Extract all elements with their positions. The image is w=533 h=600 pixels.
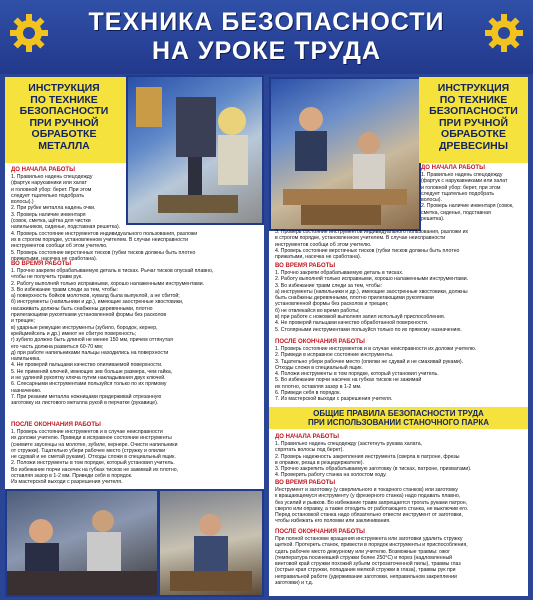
poster-title-line2: НА УРОКЕ ТРУДА	[151, 37, 382, 65]
poster-title-line1: ТЕХНИКА БЕЗОПАСНОСТИ	[88, 8, 445, 36]
carpentry-image	[271, 79, 419, 229]
section-heading-after: ПОСЛЕ ОКОНЧАНИЯ РАБОТЫ	[275, 529, 365, 535]
title-line: ПРИ ИСПОЛЬЗОВАНИИ СТАНОЧНОГО ПАРКА	[307, 418, 490, 427]
wood-after-text: 1. Проверь состояние инструментов и в случае неисправности их доложи учителю. 2. Приведи в исправное состояние инструменты. 3. Тщательно убери рабочее место (опилки не сдувай и не смахивай руками). Отходы сложи в специальный ящик. 4. Положи инструменты в том порядке, который установил учитель. 5. Во избежание порчи насечек на губках тисков не зажимай их плотно, оставляя зазор в 1-2 мм. 6. Приведи себя в порядок. 7. Из мастерской выходи с разрешения учителя.	[275, 346, 477, 403]
wood-before-text-b: 3. Проверь состояние инструментов индивидуального пользования, разложи их в строгом порядке, установленном учителем. В случае неисправности инструментов сообщи об этом учителю. 4. Проверь состояние верстачных тисков (губки тисков должны быть плотно прижатыми, насечка не сработана).	[275, 229, 469, 261]
wood-before-text-a: 1. Правильно надень спецодежду (фартук с нарукавниками или халат и головной убор: берет, при этом следует тщательно подобрать волосы). 2. Проверь наличие инвентаря (совок, сметка, сиденье, подставная решетка).	[421, 172, 514, 223]
machine-rules-title	[269, 409, 528, 427]
title-line: БЕЗОПАСНОСТИ	[19, 105, 109, 117]
title-line: ОБРАБОТКЕ	[441, 128, 506, 140]
woodwork-photo	[269, 77, 421, 231]
section-heading-after: ПОСЛЕ ОКОНЧАНИЯ РАБОТЫ	[11, 422, 101, 428]
students-photo	[5, 489, 159, 597]
left-instruction-title	[8, 83, 120, 152]
wood-instruction-panel	[269, 77, 528, 596]
title-line: ИНСТРУКЦИЯ	[437, 82, 510, 94]
machine-before-text: 1. Правильно надень спецодежду (застегнуть рукава халата, спрятать волосы под берет). 2. Проверь надежность закрепления инструмента (сверла в патроне, фрезы в оправке, резца в резцедержателе). 3. Прочно закрепить обрабатываемую заготовку (в тисках, патроне, прихватами). 4. Проверить работу станка на холостом ходу.	[275, 441, 472, 479]
title-line: ИНСТРУКЦИЯ	[28, 82, 100, 94]
title-line: ПРИ РУЧНОЙ	[29, 116, 99, 129]
title-line: БЕЗОПАСНОСТИ	[429, 105, 518, 117]
section-heading-before: ДО НАЧАЛА РАБОТЫ	[421, 165, 485, 171]
section-heading-during: ВО ВРЕМЯ РАБОТЫ	[11, 261, 72, 267]
title-line: ПО ТЕХНИКЕ	[439, 93, 508, 106]
students-image	[7, 491, 157, 595]
title-line: ОБЩИЕ ПРАВИЛА БЕЗОПАСНОСТИ ТРУДА	[313, 409, 484, 418]
title-line: ОБРАБОТКЕ	[31, 128, 97, 140]
section-heading-after: ПОСЛЕ ОКОНЧАНИЯ РАБОТЫ	[275, 339, 365, 345]
title-line: ПРИ РУЧНОЙ	[438, 116, 509, 129]
metal-during-text: 1. Прочно закрепи обрабатываемую деталь в тисках. Рычаг тисков опускай плавно, чтобы не получить травм рук. 2. Работу выполняй только исправными, хорошо налаженными инструментами. 3. Во избежание травм следи за тем, чтобы: а) поверхность бойков молотков, кувалд была выпуклой, а не сбитой; б) инструменты (напильники и др.), имеющие заостренные хвостовики, насаживать должны быть снабжены деревянными, плотно прилегающими рукоятками установленной формы без расколов и трещин; в) ударные режущие инструменты (зубило, бородок, кернер, крейцмейсель и др.) имеют не сбитую поверхность; г) зубило должно быть длиной не менее 150 мм, причем оттянутая его часть должна развиться 60-70 мм; д) при работе напильниками пальцы находились на поверхности напильника. 4. Не проверяй пальцами качество опиливаемой поверхности. 5. Не применяй ключей, имеющих зев больше размера, чем гайка, и не удлиняй рукоятку ключа путем накладывания двух ключей. 6. Слесарными инструментами пользуйся только по их прямому назначению. 7. При резании металла ножницами придерживай отрезанную заготовку из листового металла рукой в перчатке (рукавице).	[11, 268, 214, 407]
section-heading-before: ДО НАЧАЛА РАБОТЫ	[11, 167, 75, 173]
title-line: ПО ТЕХНИКЕ	[30, 93, 98, 106]
workshop-image	[160, 491, 262, 595]
section-heading-during: ВО ВРЕМЯ РАБОТЫ	[275, 263, 336, 269]
section-heading-before: ДО НАЧАЛА РАБОТЫ	[275, 434, 339, 440]
right-instruction-title	[419, 83, 528, 152]
title-line: ДРЕВЕСИНЫ	[438, 139, 509, 152]
metal-after-text: 1. Проверь состояние инструментов и в случае неисправности их доложи учителю. Приведи в исправное состояние инструменты (снимите заусенцы на молотке, зубиле, кернере. Очисти напильники от стружки). Тщательно убери рабочее место (стружку и опилки не сдувай и не сметай руками). Отходы сложи в специальный ящик. 2. Положи инструменты в том порядке, который установил учитель. Во избежание порчи насечек на губках тисков не зажимай их плотно, оставляя зазор в 1-2 мм. Приведи себя в порядок. Из мастерской выходи с разрешения учителя.	[11, 429, 179, 486]
metal-before-text: 1. Правильно надень спецодежду (фартук нарукавники или халат и головной убор: берет. При этом следует тщательно подобрать волосы).) 2. При рубке металла надень очки. 3. Проверь наличие инвентаря (совок, сметка, щётка для чистки напильников, сиденье, подставная решетка). 4. Проверь состояние инструментов индивидуального пользования, разложи их в строгом порядке, установленном учителем. В случае неисправности инструментов сообщи об этом учителю. 5. Проверь состояние верстачных тисков (губки тисков должны быть плотно прижатыми, насечка не сработана).	[11, 174, 198, 262]
workshop-photo	[158, 489, 264, 597]
machine-after-text: При полной остановке вращения инструмента или заготовки удалить стружку щеткой. Протереть станок, привести в порядок инструменты и приспособления, сдать рабочее место дежурному или учителю. Возможные травмы: ожог (температура посиневшей стружки более 250°С) и порез (надломленный винтовой край стружки похожий зубьям острозаточенной пилы), травмы глаз (острые края стружки, попадание мелкой стружки в глаза), травмы рук при неправильной работе (удерживание заготовки, неправильном закреплении заготовки) и т.д.	[275, 536, 468, 587]
section-heading-during: ВО ВРЕМЯ РАБОТЫ	[275, 480, 336, 486]
metal-instruction-panel	[5, 77, 264, 596]
title-line: МЕТАЛЛА	[38, 139, 90, 152]
machine-during-text: Инструмент и заготовку (у сверлильного и токарного станков) или заготовку к вращающемуся инструменту (у фрезерного станка) надо подавать плавно, без усилий и рывков. Во избежание травм запрещается трогать руками патрон, сверло или оправку, а также отходить от работающего станка, не выключив его. Перед остановкой станка надо обязательно отвести инструмент от заготовки, чтобы избежать его поломки или заклинивания.	[275, 487, 469, 525]
wood-during-text: 1. Прочно закрепи обрабатываемую деталь в тисках. 2. Работу выполняй только исправными, хорошо налаженными инструментами. 3. Во избежание травм следи за тем, чтобы: а) инструменты (напильники и др.), имеющие заостренные хвостовики, должны быть снабжены деревянными, плотно прилегающими рукоятками установленной формы без расколов и трещин; б) не отвлекайся во время работы; в) при работе с ножовкой выполняя запил используй приспособления. 4. Не проверяй пальцами качество обработанной поверхности. 5. Столярными инструментами пользуйся только по их прямому назначению.	[275, 270, 469, 333]
title-banner	[0, 0, 533, 74]
